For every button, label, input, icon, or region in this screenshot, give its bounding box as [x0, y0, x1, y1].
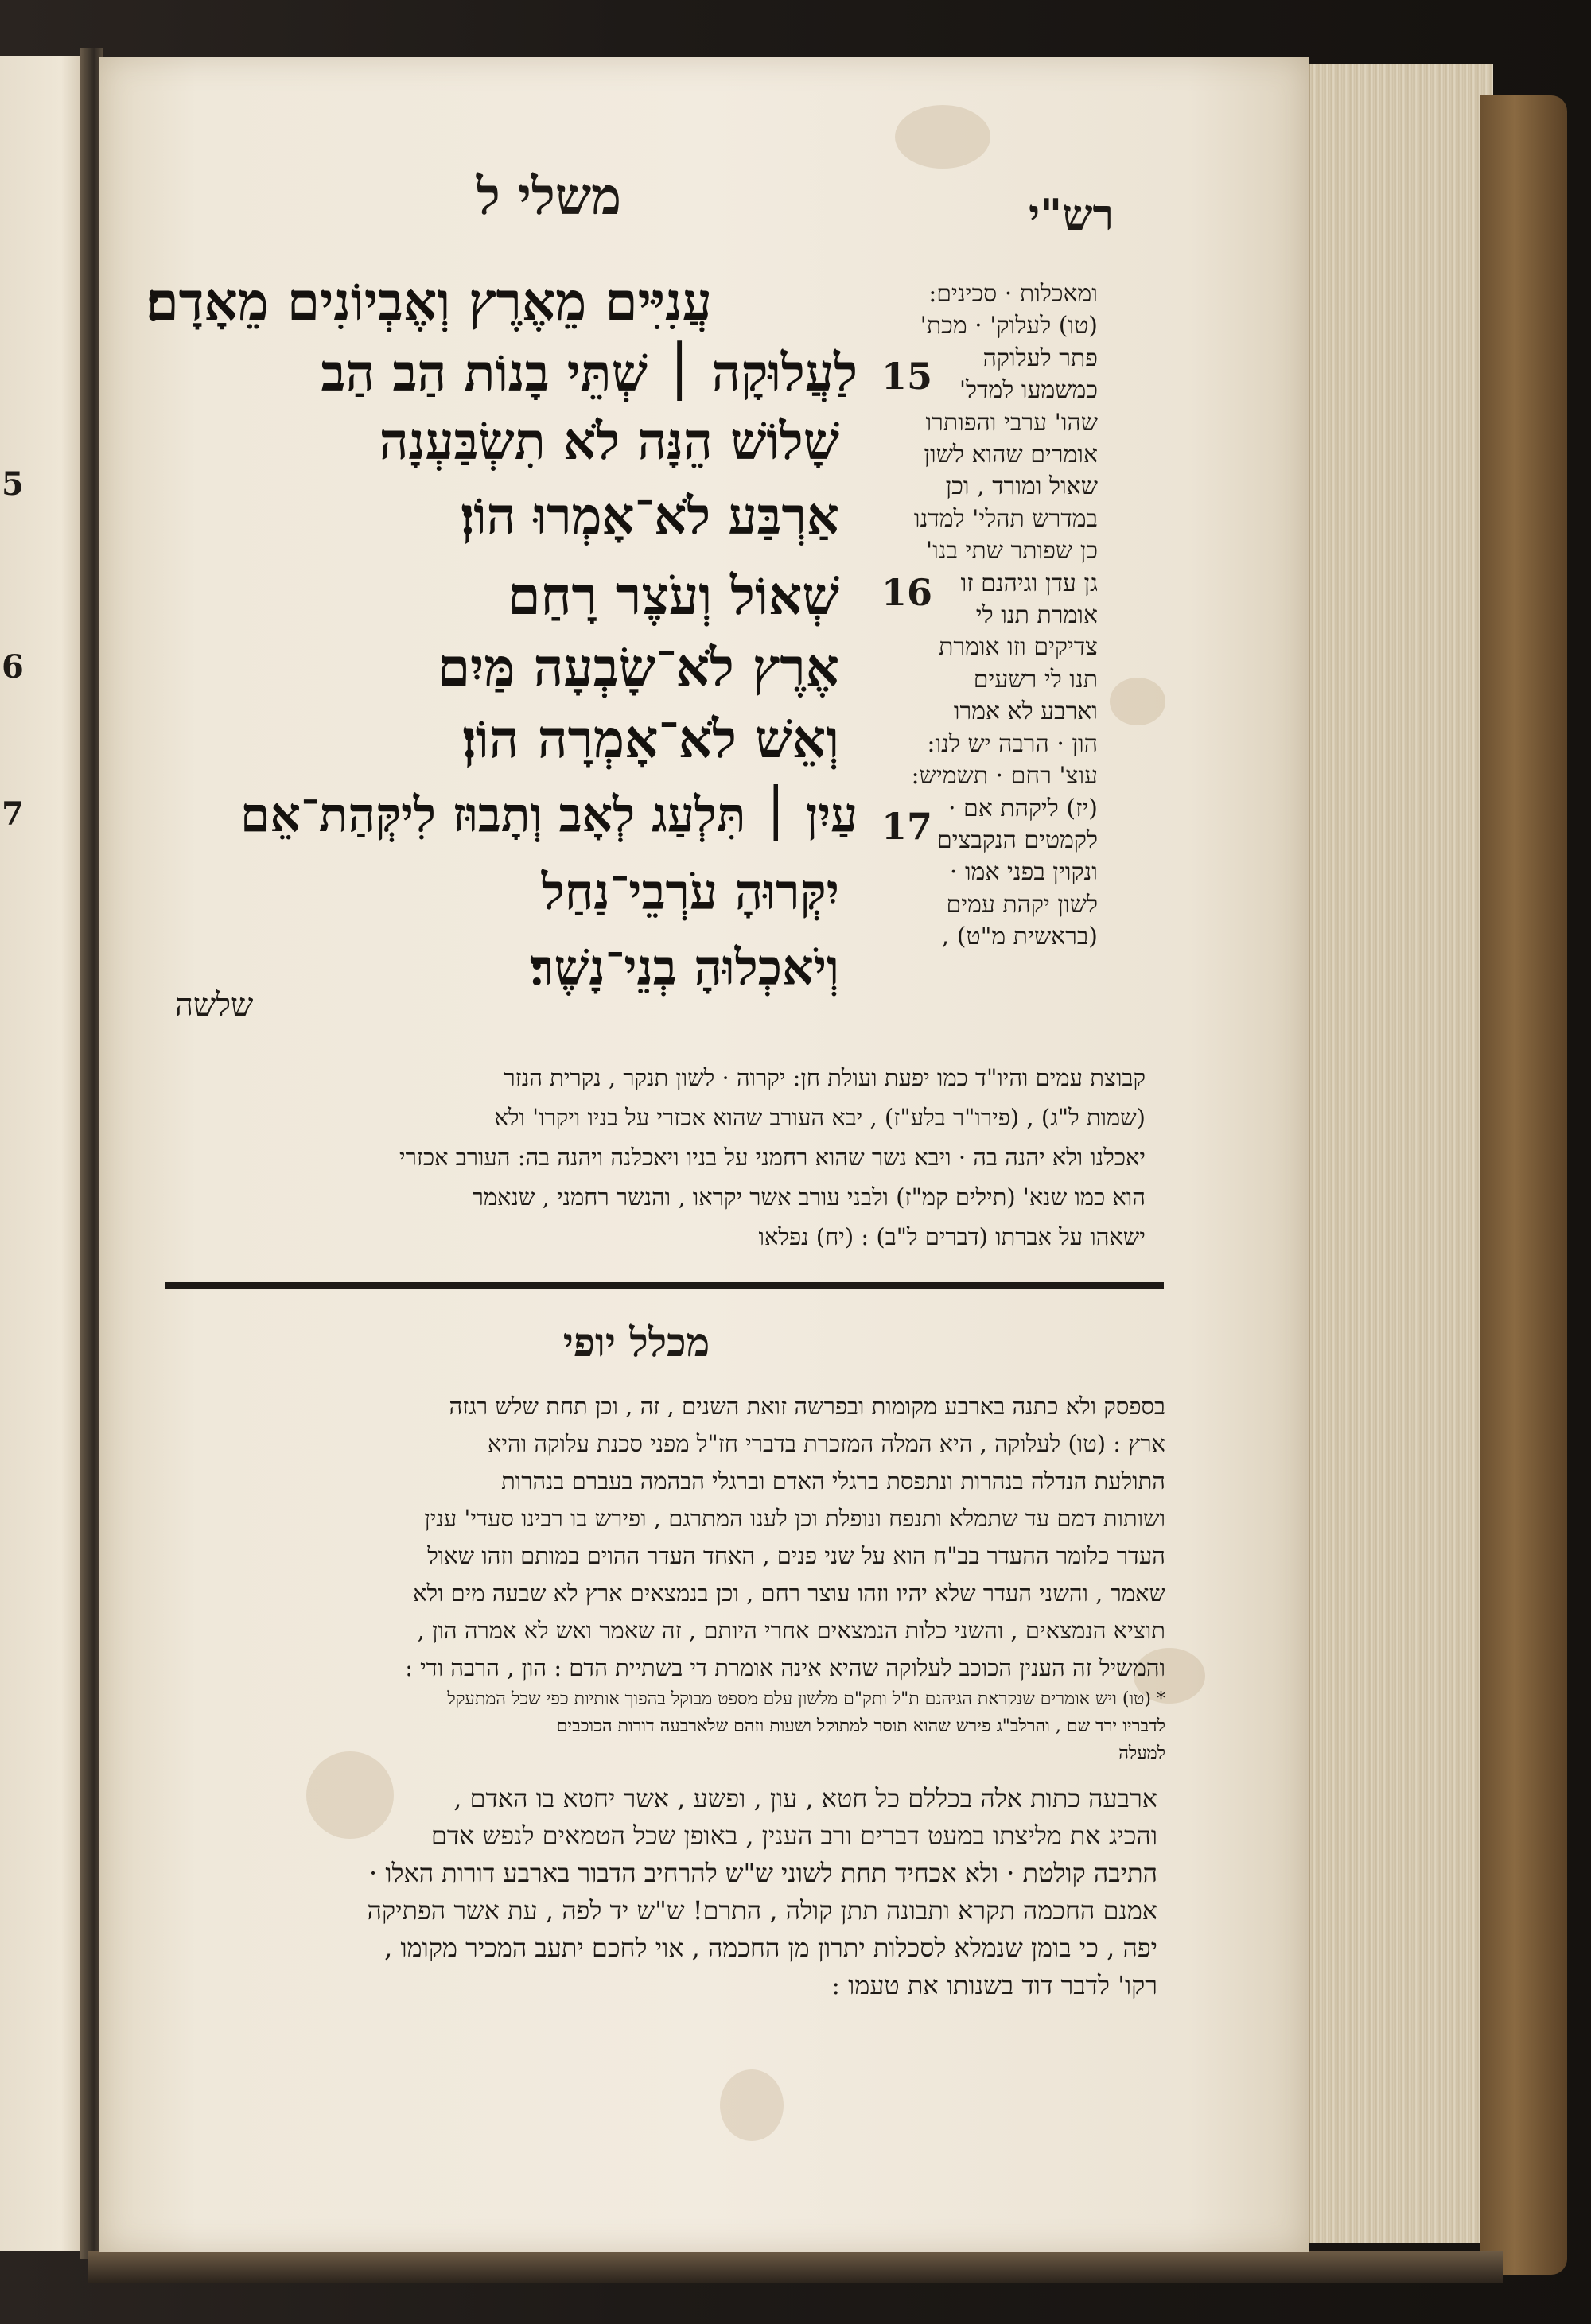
rashi-line: הון · הרבה יש לנו:: [927, 729, 1098, 758]
verse-line: שָׁלוֹשׁ הֵנָּה לֹא תִשְׂבַּעְנָה: [379, 412, 839, 472]
rashi-line: הוא כמו שנא' (תילים קמ"ז) ולבני עורב אשר יקראו , והנשר רחמני , שנאמר: [472, 1183, 1146, 1211]
rashi-line: לשון יקהת עמים: [946, 890, 1098, 919]
rashi-line: במדרש תהלי' למדנו: [913, 504, 1098, 533]
rashi-line: (שמות ל"ג) , (פירו"ר בלע"ז) , יבא העורב שהוא אכזרי על בניו ויקרו' ולא: [494, 1104, 1146, 1131]
divider-rule: [165, 1282, 1164, 1289]
verse-line: וְיֹאכְלוּהָ בְנֵי־נָשֶׁר׃: [530, 939, 839, 997]
verse-line: יִקְּרוּהָ עֹרְבֵי־נַחַל: [541, 863, 839, 921]
verse-line: אַרְבַּע לֹא־אָמְרוּ הוֹן׃: [460, 487, 839, 546]
commentary-line: ארץ : (טו) לעלוקה , היא המלה המזכרת בדברי חז"ל מפני סכנת עלוקה והיא: [488, 1430, 1165, 1457]
left-page-edge: [0, 56, 90, 2251]
verse-line: עֲנִיִּים מֵאֶרֶץ וְאֶבְיוֹנִים מֵאָדָם׃: [146, 270, 712, 332]
book-cover: [1480, 95, 1567, 2275]
commentary-line: והכיג את מליצתו במעט דברים ורב הענין , באופן שכל הטמאים לנפש אדם: [430, 1821, 1157, 1851]
catchword: שלשה: [175, 987, 254, 1024]
verse-number: 17: [881, 805, 933, 848]
verse-number: 15: [881, 355, 933, 398]
commentary-line: שאמר , והשני העדר שלא יהיו וזהו עוצר רחם , וכן בנמצאים ארץ לא שבעה מים ולא: [413, 1580, 1165, 1607]
rashi-line: (בראשית מ"ט) ,: [941, 923, 1098, 951]
paper-stain: [895, 105, 990, 169]
commentary-block-2: [155, 1780, 1157, 2004]
rashi-line: כמשמעו למדל': [959, 376, 1098, 405]
rashi-line: קבוצת עמים והיו"ד כמו יפעת ועולת חן: יקרוה · לשון תנקר , נקרית הנזר: [504, 1064, 1146, 1091]
commentary-line: אמנם החכמה תקרא ותבונה תתן קולה , התרם! ש"ש יד לפה , עת אשר הפתיקה: [367, 1895, 1157, 1926]
rashi-line: צדיקים וזו אומרת: [939, 633, 1098, 662]
commentary-line: והמשיל זה הענין הכוכב לעלוקה שהיא אינה אומרת די בשתיית הדם : הון , הרבה ודי :: [405, 1654, 1165, 1681]
commentary-line: תוציא הנמצאים , והשני כלות הנמצאים אחרי היותם , זה שאמר ואש לא אמרה הון ,: [417, 1617, 1165, 1644]
footnote-line: * (טו) ויש אומרים שנקראת הגיהנם ת"ל ותק"ם מלשון עלם מספט מבוקל בהפוך אותיות כפי שכל המתעקל: [447, 1689, 1165, 1709]
verse-line: אֶרֶץ לֹא־שָׂבְעָה מַּיִם: [437, 636, 839, 698]
rashi-line: יאכלנו ולא יהנה בה · ויבא נשר שהוא רחמני על בניו ויאכלנה ויהנה בה: העורב אכזרי: [399, 1144, 1146, 1171]
section-title: מכלל יופי: [562, 1319, 710, 1366]
commentary-line: ארבעה כתות אלה בכללם כל חטא , עון , ופשע , אשר יחטא בו האדם ,: [453, 1783, 1157, 1813]
rashi-line: כן שפותר שתי בנו': [925, 537, 1098, 565]
rashi-line: לקמטים הנקבצים: [937, 826, 1098, 854]
commentary-line: רקו' לדבר דוד בשנותו את טעמו :: [831, 1970, 1157, 2000]
verse-line: עַיִן ׀ תִּלְעַג לְאָב וְתָבוּז לִיקְּהַת־אֵם: [239, 787, 858, 843]
paper-stain: [1110, 678, 1165, 725]
verse-line: וְאֵשׁ לֹא־אָמְרָה הוֹן׃: [461, 708, 839, 770]
commentary-line: בספסק ולא כתנה בארבע מקומות ובפרשה זואת השנים , זה , וכן תחת שלש רגזה: [449, 1393, 1165, 1420]
verse-line: שְׁאוֹל וְעֹצֶר רָחַם: [508, 565, 839, 627]
footnote-line: לדבריו ירד שם , והרלב"ג פירש שהוא תוסר למתוקל ושעות וזהם שלארבעה דורות הכוכבים: [556, 1716, 1165, 1736]
rashi-line: אומרים שהוא לשון: [924, 441, 1098, 469]
commentary-block: [163, 1388, 1165, 1687]
commentary-footnote: [163, 1686, 1165, 1767]
rashi-line: אומרת תנו לי: [975, 601, 1098, 630]
book-bottom-edge: [88, 2251, 1503, 2283]
rashi-line: גן עדן וגיהנם זו: [960, 569, 1098, 597]
rashi-line: ישאהו על אברתו (דברים ל"ב) : (יח) נפלאו: [758, 1223, 1146, 1250]
running-header-title: משלי ל: [476, 167, 622, 227]
rashi-line: (יז) ליקהת אם ·: [947, 794, 1098, 822]
rashi-line: (טו) לעלוק' · מכת': [920, 312, 1098, 340]
commentary-line: התולעת הנדלה בנהרות ונתפסת ברגלי האדם וברגלי הבהמה בעברם בנהרות: [501, 1467, 1165, 1494]
rashi-line: שאול ומורד , וכן: [945, 472, 1098, 501]
rashi-line: תנו לי רשעים: [973, 665, 1098, 694]
rashi-bottom-block: [151, 1058, 1146, 1257]
commentary-line: יפה , כי בומן שנמלא לסכלות יתרון מן החכמה , אוי לחכם יתעב המכיר מקומו ,: [384, 1933, 1157, 1963]
rashi-line: שהו' ערבי והפותרו: [925, 408, 1098, 437]
rashi-line: ונקוין בפני אמו ·: [949, 858, 1098, 887]
rashi-line: ומאכלות · סכינים:: [928, 280, 1098, 308]
left-margin-number: 6: [2, 648, 24, 686]
commentary-line: ושותות דמם עד שתמלא ותנפח ונופלת וכן לענו המתרגם , ופירש בו רבינו סעדי' ענין: [424, 1505, 1165, 1532]
running-header-rashi: רש"י: [1028, 189, 1114, 240]
paper-stain: [720, 2069, 784, 2141]
rashi-line: וארבע לא אמרו: [953, 698, 1098, 726]
rashi-line: עוצ' רחם · תשמיש:: [911, 762, 1098, 791]
rashi-line: פתר לעלוקה: [982, 344, 1098, 372]
commentary-line: העדר כלומר ההעדר בב"ח הוא על שני פנים , האחד העדר ההוים במותם וזהו שאול: [427, 1542, 1165, 1569]
verse-line: לַעֲלוּקָה ׀ שְׁתֵּי בָנוֹת הַב הַב: [321, 344, 858, 403]
page-fore-edge: [1309, 64, 1493, 2243]
commentary-line: התיבה קולטת · ולא אכחיד תחת לשוני ש"ש להרחיב הדבור בארבע דורות האלו ·: [369, 1858, 1157, 1888]
left-margin-number: 7: [2, 795, 24, 833]
verse-number: 16: [881, 571, 933, 614]
rashi-side-column: [788, 278, 1098, 954]
footnote-line: למעלה: [1118, 1743, 1165, 1763]
left-margin-number: 5: [2, 465, 24, 503]
